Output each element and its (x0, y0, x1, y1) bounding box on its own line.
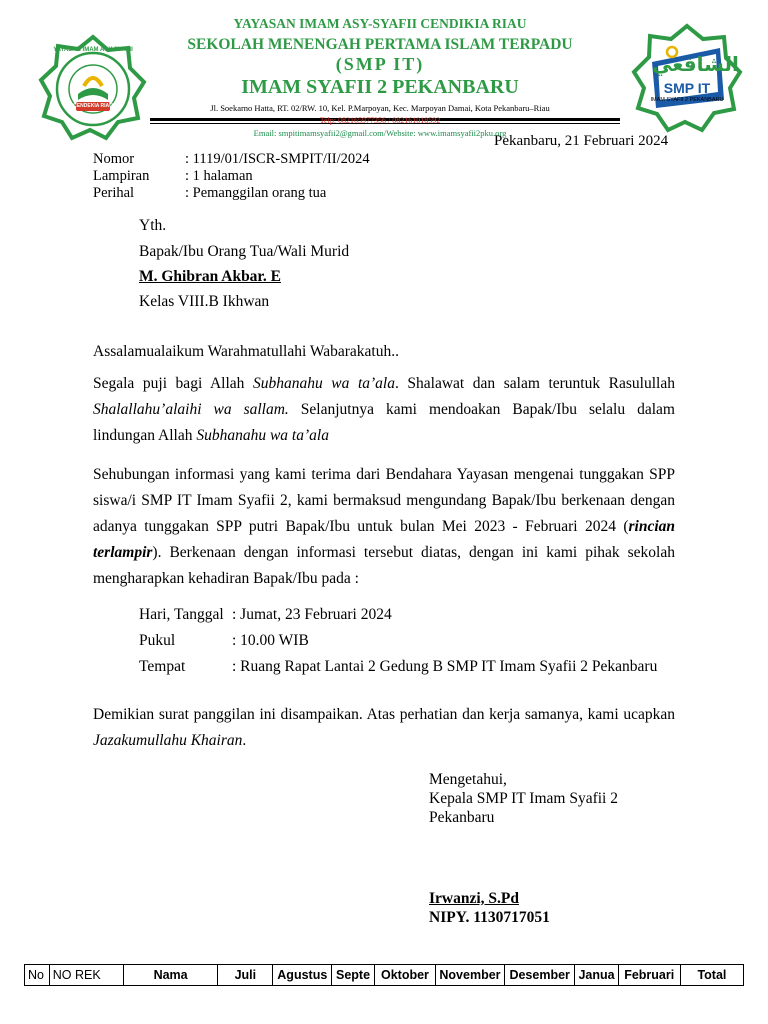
para1-part-e: Selanjutnya kami mendoakan Bapak/Ibu selalu dalam lindungan Allah (93, 401, 675, 444)
para2-part-c: ). Berkenaan dengan informasi tersebut diatas, dengan ini kami pihak sekolah mengharapkan kehadiran Bapak/Ibu pada : (93, 544, 675, 587)
para1-part-f: Subhanahu wa ta’ala (196, 427, 329, 444)
para1-part-d: Shalallahu’alaihi wa sallam. (93, 401, 289, 418)
signature-line3: Pekanbaru (429, 809, 495, 826)
recipient-yth: Yth. (139, 217, 167, 234)
table-header-row (25, 965, 744, 986)
para1-part-a: Segala puji bagi Allah (93, 375, 253, 392)
arrears-table (24, 964, 744, 986)
logo-right-label: SMP IT (663, 80, 711, 96)
th-agustus: Agustus (273, 965, 332, 986)
signatory-nipy: NIPY. 1130717051 (429, 909, 550, 926)
schedule-time-label: Pukul (139, 632, 176, 649)
logo-left-text-top: YAYASAN IMAM ASY-SYAFII (53, 47, 133, 53)
greeting: Assalamualaikum Warahmatullahi Wabarakatuh.. (93, 343, 399, 360)
meta-attachment-value: : 1 halaman (185, 168, 253, 184)
th-februari: Februari (618, 965, 680, 986)
schedule-time-value: : 10.00 WIB (232, 632, 309, 649)
th-september: Septe (332, 965, 375, 986)
school-abbr: (SMP IT) (335, 54, 425, 74)
school-phone: Telp: 082165977356 / 082161018592 (319, 116, 441, 125)
closing-part-c: . (242, 732, 247, 749)
schedule-date-label: Hari, Tanggal (139, 606, 224, 623)
th-oktober: Oktober (374, 965, 435, 986)
meta-number-value: : 1119/01/ISCR-SMPIT/II/2024 (185, 151, 370, 167)
schedule-place-value: : Ruang Rapat Lantai 2 Gedung B SMP IT Imam Syafii 2 Pekanbaru (232, 658, 658, 675)
closing-part-b: Jazakumullahu Khairan (93, 732, 243, 749)
para2-part-b: rincian terlampir (93, 518, 675, 561)
meta-subject-value: : Pemanggilan orang tua (185, 185, 327, 201)
th-nama: Nama (123, 965, 217, 986)
th-januari: Janua (575, 965, 618, 986)
th-total: Total (680, 965, 743, 986)
letter-date: Pekanbaru, 21 Februari 2024 (494, 133, 669, 149)
paragraph-invitation (93, 462, 675, 592)
school-email: Email: smpitimamsyafii2@gmail.com/Website: www.imamsyafii2pku.org (253, 128, 507, 138)
para1-part-c: . Shalawat dan salam teruntuk Rasulullah (394, 375, 675, 392)
th-no: No (25, 965, 50, 986)
para2-part-a: Sehubungan informasi yang kami terima dari Bendahara Yayasan mengenai tunggakan SPP siswa/i SMP IT Imam Syafii 2, kami bermaksud mengundang Bapak/Ibu berkenaan dengan adanya tunggakan SPP putri Bapak/Ibu untuk bulan Mei 2023 - Februari 2024 ( (93, 466, 675, 535)
signature-line1: Mengetahui, (429, 771, 507, 788)
signature-line2: Kepala SMP IT Imam Syafii 2 (429, 790, 618, 807)
paragraph-opening (93, 371, 675, 449)
para1-part-b: Subhanahu wa ta’ala (252, 375, 395, 392)
closing-part-a: Demikian surat panggilan ini disampaikan. Atas perhatian dan kerja samanya, kami ucapkan (93, 706, 675, 723)
recipient-class: Kelas VIII.B Ikhwan (139, 293, 270, 310)
th-juli: Juli (218, 965, 273, 986)
meta-subject-label: Perihal (93, 185, 135, 201)
recipient-line1: Bapak/Ibu Orang Tua/Wali Murid (139, 243, 350, 260)
school-full-name: SEKOLAH MENENGAH PERTAMA ISLAM TERPADU (187, 36, 573, 53)
paragraph-closing (93, 702, 675, 754)
th-desember: Desember (504, 965, 575, 986)
logo-left-text-bottom: CENDEKIA RIAU (73, 103, 113, 109)
logo-right-sublabel: IMAM SYAFII 2 PEKANBARU (650, 97, 724, 103)
meta-attachment-label: Lampiran (93, 168, 150, 184)
recipient-name: M. Ghibran Akbar. E (139, 268, 281, 285)
logo-right-arabic: الشافعي (652, 52, 739, 76)
schedule-place-label: Tempat (139, 658, 186, 675)
th-november: November (436, 965, 505, 986)
th-no-rek: NO REK (49, 965, 123, 986)
schedule-date-value: : Jumat, 23 Februari 2024 (232, 606, 392, 623)
foundation-name: YAYASAN IMAM ASY-SYAFII CENDIKIA RIAU (233, 16, 527, 31)
school-address: Jl. Soekarno Hatta, RT. 02/RW. 10, Kel. P.Marpoyan, Kec. Marpoyan Damai, Kota Pekanbaru–Riau (210, 103, 550, 113)
signatory-name: Irwanzi, S.Pd (429, 890, 519, 907)
meta-number-label: Nomor (93, 151, 135, 167)
school-name: IMAM SYAFII 2 PEKANBARU (241, 76, 519, 98)
